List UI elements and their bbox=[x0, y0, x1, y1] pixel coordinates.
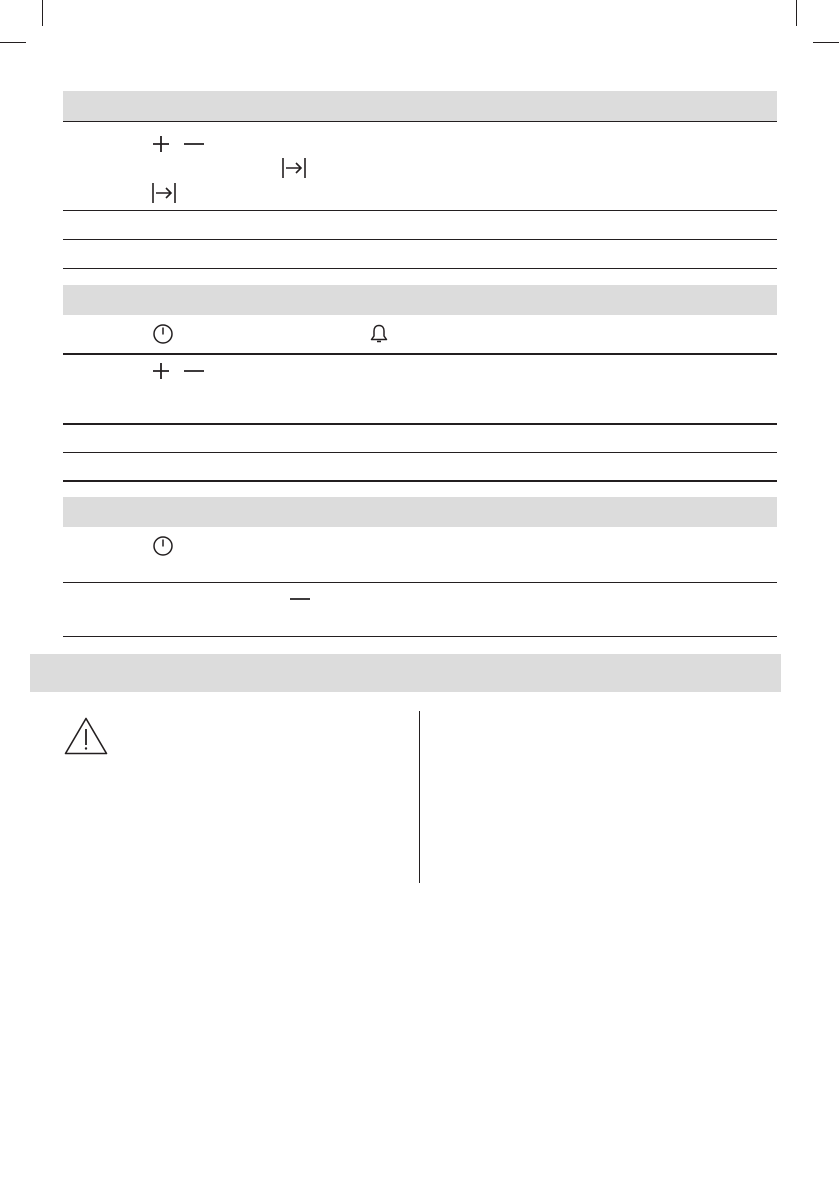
table-1-row-rule bbox=[63, 239, 777, 240]
clock-icon bbox=[153, 536, 173, 556]
minus-icon bbox=[184, 363, 204, 379]
skip-to-end-icon bbox=[282, 158, 306, 178]
table-2-row-rule bbox=[63, 353, 777, 355]
table-2-bottom-rule bbox=[63, 480, 777, 482]
minus-icon bbox=[184, 136, 204, 152]
table-2-row-rule bbox=[63, 452, 777, 453]
table-1-header bbox=[63, 91, 777, 121]
minus-icon bbox=[290, 591, 310, 607]
table-1-row-rule bbox=[63, 210, 777, 211]
column-divider bbox=[419, 711, 420, 883]
crop-mark-top-left-v bbox=[42, 0, 43, 26]
table-1-bottom-rule bbox=[63, 268, 777, 269]
clock-icon bbox=[153, 324, 173, 344]
table-2-row-rule bbox=[63, 423, 777, 425]
crop-mark-top-left-h bbox=[0, 42, 26, 43]
skip-to-end-icon bbox=[152, 183, 176, 203]
table-3-row-rule bbox=[63, 582, 777, 583]
bell-icon bbox=[370, 324, 388, 344]
table-3-bottom-rule bbox=[63, 636, 777, 637]
table-2-header bbox=[63, 285, 777, 315]
crop-mark-top-right-h bbox=[813, 42, 839, 43]
plus-icon bbox=[153, 136, 169, 152]
plus-icon bbox=[153, 363, 169, 379]
warning-triangle-icon bbox=[64, 717, 108, 755]
table-1-header-rule bbox=[63, 121, 777, 122]
crop-mark-top-right-v bbox=[796, 0, 797, 26]
table-3-header bbox=[63, 497, 777, 527]
section-heading-band bbox=[30, 654, 781, 692]
